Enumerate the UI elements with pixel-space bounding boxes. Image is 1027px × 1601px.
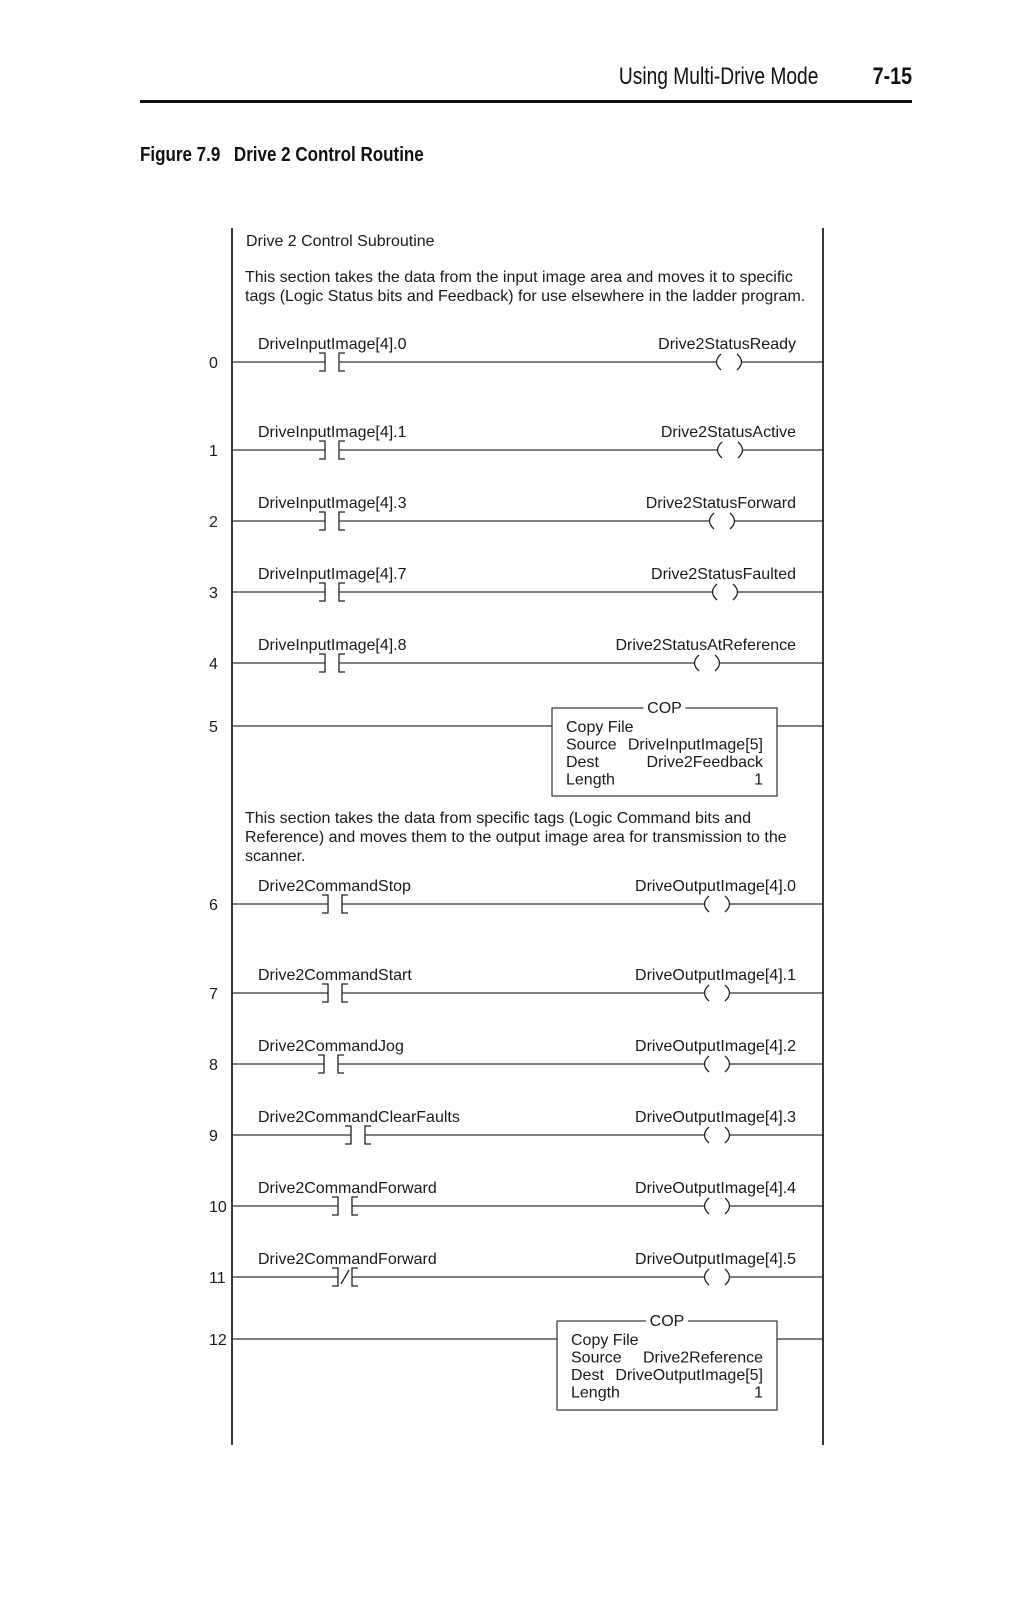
instruction-field-value: 1: [754, 771, 763, 789]
coil-tag-label: DriveOutputImage[4].2: [635, 1038, 796, 1055]
output-energize-coil-icon: [705, 896, 730, 912]
instruction-field-label: Dest: [571, 1367, 604, 1384]
figure-title: Drive 2 Control Routine: [233, 144, 424, 166]
routine-title: Drive 2 Control Subroutine: [246, 233, 435, 250]
comment-line: scanner.: [245, 848, 306, 865]
coil-tag-label: Drive2StatusActive: [660, 424, 796, 441]
coil-left-arc: [705, 1056, 710, 1072]
rungs: [209, 336, 823, 1410]
coil-left-arc: [705, 1127, 710, 1143]
coil-right-arc: [738, 442, 743, 458]
instruction-description: Copy File: [566, 719, 634, 736]
instruction-mnemonic: COP: [649, 1313, 685, 1330]
instruction-description: Copy File: [571, 1332, 639, 1349]
rung-number: 4: [209, 656, 218, 673]
instruction-field-value: 1: [754, 1384, 763, 1402]
rung-number: 3: [209, 585, 218, 602]
comment-line: Reference) and moves them to the output image area for transmission to the: [245, 829, 787, 846]
comment-line: This section takes the data from specific tags (Logic Command bits and: [245, 810, 752, 827]
rung-number: 2: [209, 514, 218, 531]
coil-tag-label: DriveOutputImage[4].3: [635, 1109, 796, 1126]
rung-0: [209, 336, 823, 372]
coil-tag-label: DriveOutputImage[4].5: [635, 1251, 796, 1268]
coil-tag-label: DriveOutputImage[4].1: [635, 967, 796, 984]
contact-tag-label: Drive2CommandClearFaults: [258, 1109, 460, 1126]
output-energize-coil-icon: [705, 1056, 730, 1072]
rung-12: [209, 1313, 823, 1410]
instruction-field-label: Source: [571, 1349, 622, 1367]
output-energize-coil-icon: [695, 655, 720, 671]
page-number: 7-15: [872, 63, 912, 90]
contact-tag-label: Drive2CommandJog: [258, 1038, 404, 1055]
rung-7: [209, 967, 823, 1003]
rung-1: [209, 424, 823, 460]
coil-tag-label: Drive2StatusForward: [645, 495, 796, 512]
coil-tag-label: Drive2StatusReady: [658, 336, 796, 353]
coil-right-arc: [730, 513, 735, 529]
coil-tag-label: DriveOutputImage[4].0: [635, 878, 796, 895]
instruction-mnemonic: COP: [647, 700, 682, 717]
contact-tag-label: Drive2CommandForward: [258, 1180, 437, 1197]
contact-tag-label: DriveInputImage[4].8: [258, 637, 407, 654]
coil-left-arc: [705, 985, 710, 1001]
rung-6: [209, 878, 823, 914]
coil-left-arc: [718, 442, 723, 458]
contact-tag-label: DriveInputImage[4].7: [258, 566, 407, 583]
coil-right-arc: [733, 584, 738, 600]
rung-number: 0: [209, 355, 218, 372]
coil-right-arc: [725, 1127, 730, 1143]
rung-4: [209, 637, 823, 673]
instruction-field-value: Drive2Reference: [642, 1349, 763, 1367]
coil-right-arc: [725, 985, 730, 1001]
rung-comment-output-section: [245, 810, 787, 865]
contact-tag-label: DriveInputImage[4].3: [258, 495, 407, 512]
output-energize-coil-icon: [717, 354, 742, 370]
rung-number: 5: [209, 719, 218, 736]
rung-2: [209, 495, 823, 531]
coil-left-arc: [705, 896, 710, 912]
rung-8: [209, 1038, 823, 1074]
instruction-field-label: Dest: [566, 754, 599, 771]
coil-right-arc: [725, 896, 730, 912]
rung-number: 7: [209, 986, 218, 1003]
coil-tag-label: Drive2StatusAtReference: [615, 637, 796, 654]
cop-instruction-block: [552, 700, 777, 796]
coil-right-arc: [715, 655, 720, 671]
instruction-field-label: Source: [566, 736, 617, 754]
rung-number: 8: [209, 1057, 218, 1074]
rung-3: [209, 566, 823, 602]
contact-tag-label: DriveInputImage[4].1: [258, 424, 407, 441]
output-energize-coil-icon: [705, 1127, 730, 1143]
contact-slash: [341, 1270, 349, 1284]
instruction-field-label: Length: [566, 771, 615, 789]
figure-number: Figure 7.9: [140, 144, 221, 166]
coil-right-arc: [725, 1198, 730, 1214]
cop-instruction-block: [557, 1313, 777, 1410]
rung-number: 1: [209, 443, 218, 460]
rung-number: 6: [209, 897, 218, 914]
coil-left-arc: [705, 1198, 710, 1214]
coil-left-arc: [713, 584, 718, 600]
comment-line: This section takes the data from the input image area and moves it to specific: [245, 269, 793, 286]
coil-left-arc: [695, 655, 700, 671]
output-energize-coil-icon: [705, 1269, 730, 1285]
contact-tag-label: Drive2CommandStop: [258, 878, 411, 895]
rung-number: 10: [209, 1199, 227, 1216]
coil-right-arc: [725, 1056, 730, 1072]
output-energize-coil-icon: [705, 985, 730, 1001]
coil-right-arc: [725, 1269, 730, 1285]
rung-9: [209, 1109, 823, 1145]
coil-tag-label: Drive2StatusFaulted: [651, 566, 796, 583]
comment-line: tags (Logic Status bits and Feedback) for use elsewhere in the ladder program.: [245, 288, 806, 305]
coil-left-arc: [710, 513, 715, 529]
instruction-field-value: DriveOutputImage[5]: [615, 1367, 763, 1384]
contact-tag-label: DriveInputImage[4].0: [258, 336, 407, 353]
rung-11: [209, 1251, 823, 1287]
coil-right-arc: [737, 354, 742, 370]
coil-left-arc: [705, 1269, 710, 1285]
rung-number: 11: [209, 1270, 226, 1287]
coil-left-arc: [717, 354, 722, 370]
instruction-field-value: Drive2Feedback: [646, 754, 763, 771]
output-energize-coil-icon: [718, 442, 743, 458]
contact-tag-label: Drive2CommandStart: [258, 967, 412, 984]
section-title: Using Multi-Drive Mode: [618, 63, 818, 90]
rung-5: [209, 700, 823, 796]
output-energize-coil-icon: [710, 513, 735, 529]
rung-number: 9: [209, 1128, 218, 1145]
contact-tag-label: Drive2CommandForward: [258, 1251, 437, 1268]
instruction-field-label: Length: [571, 1384, 620, 1402]
coil-tag-label: DriveOutputImage[4].4: [635, 1180, 796, 1197]
instruction-field-value: DriveInputImage[5]: [627, 736, 763, 754]
rung-number: 12: [209, 1332, 227, 1349]
rung-comment-input-section: [245, 269, 805, 305]
output-energize-coil-icon: [705, 1198, 730, 1214]
output-energize-coil-icon: [713, 584, 738, 600]
rung-10: [209, 1180, 823, 1216]
